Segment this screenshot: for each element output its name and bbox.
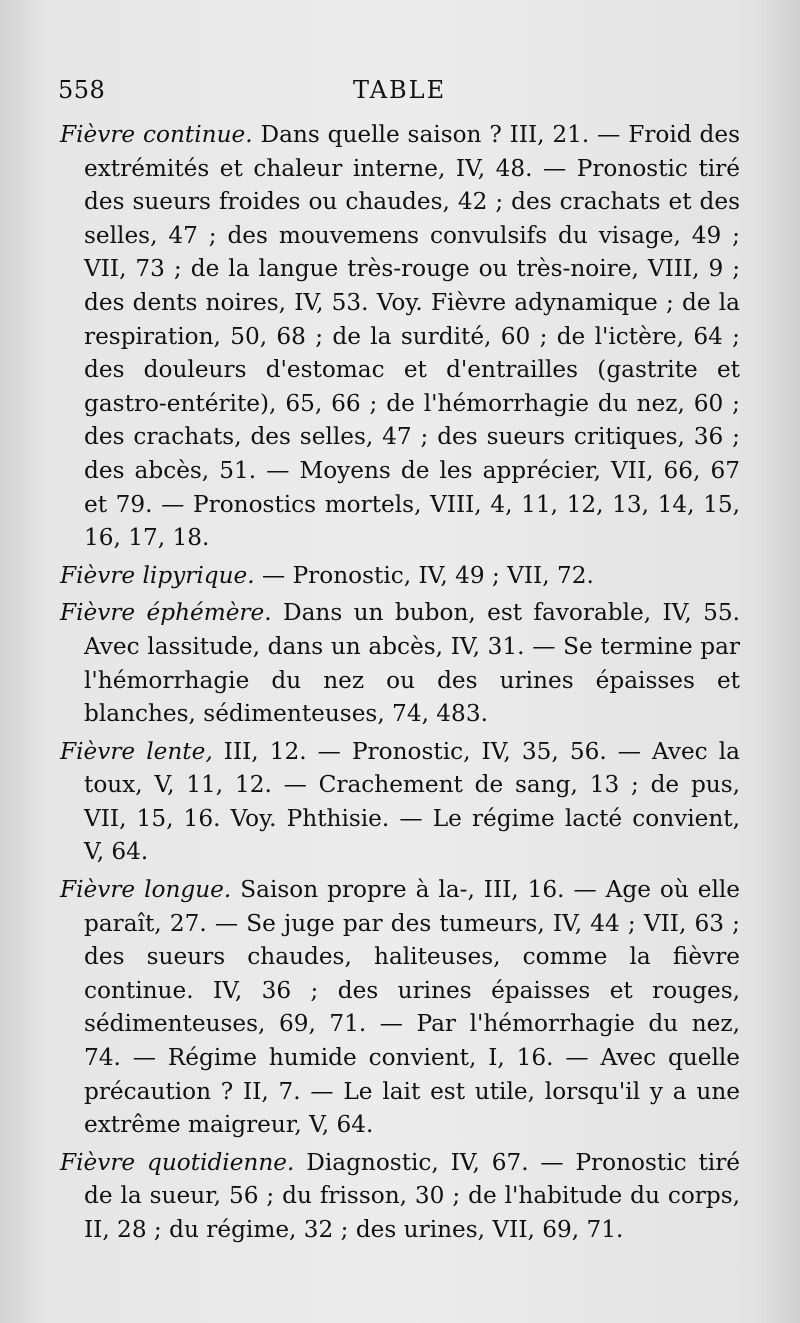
entry-term: Fièvre lipyrique. [60, 561, 255, 589]
index-entry [60, 118, 740, 555]
index-entry [60, 873, 740, 1142]
index-entry [60, 559, 740, 593]
entry-text: III, 12. — Pronostic, IV, 35, 56. — Avec la toux, V, 11, 12. — Crachement de sang, 13 ; de pus, VII, 15, 16. Voy. Phthisie. — Le régime lacté convient, V, 64. [84, 737, 740, 866]
running-title: TABLE [353, 76, 447, 104]
index-entry [60, 596, 740, 730]
entry-text: — Pronostic, IV, 49 ; VII, 72. [254, 561, 594, 589]
entry-text: Dans quelle saison ? III, 21. — Froid des extrémités et chaleur interne, IV, 48. — Pronostic tiré des sueurs froides ou chaudes, 42 ; des crachats et des selles, 47 ; des mouvemens convulsifs du visage, 49 ; VII, 73 ; de la langue très-rouge ou très-noire, VIII, 9 ; des dents noires, IV, 53. Voy. Fièvre adynamique ; de la respiration, 50, 68 ; de la surdité, 60 ; de l'ictère, 64 ; des douleurs d'estomac et d'entrailles (gastrite et gastro-entérite), 65, 66 ; de l'hémorrhagie du nez, 60 ; des crachats, des selles, 47 ; des sueurs critiques, 36 ; des abcès, 51. — Moyens de les apprécier, VII, 66, 67 et 79. — Pronostics mortels, VIII, 4, 11, 12, 13, 14, 15, 16, 17, 18. [84, 121, 740, 552]
page-number: 558 [58, 76, 106, 104]
entry-term: Fièvre lente, [60, 737, 213, 765]
entry-term: Fièvre éphémère. [60, 599, 272, 627]
index-entries [60, 118, 740, 1251]
entry-text: Diagnostic, IV, 67. — Pronostic tiré de la sueur, 56 ; du frisson, 30 ; de l'habitude du corps, II, 28 ; du régime, 32 ; des urines, VII, 69, 71. [84, 1148, 740, 1243]
index-entry [60, 1146, 740, 1247]
entry-term: Fièvre continue. [60, 121, 253, 148]
entry-term: Fièvre longue. [60, 876, 232, 904]
entry-text: Dans un bubon, est favorable, IV, 55. Avec lassitude, dans un abcès, IV, 31. — Se termine par l'hémorrhagie du nez ou des urines épaisses et blanches, sédimenteuses, 74, 483. [84, 599, 740, 728]
page-header [58, 76, 748, 116]
entry-term: Fièvre quotidienne. [60, 1148, 295, 1176]
entry-text: Saison propre à la-, III, 16. — Age où elle paraît, 27. — Se juge par des tumeurs, IV, 44 ; VII, 63 ; des sueurs chaudes, haliteuses, comme la fièvre continue. IV, 36 ; des urines épaisses et rouges, sédimenteuses, 69, 71. — Par l'hémorrhagie du nez, 74. — Régime humide convient, I, 16. — Avec quelle précaution ? II, 7. — Le lait est utile, lorsqu'il y a une extrême maigreur, V, 64. [84, 876, 741, 1139]
index-entry [60, 735, 740, 869]
